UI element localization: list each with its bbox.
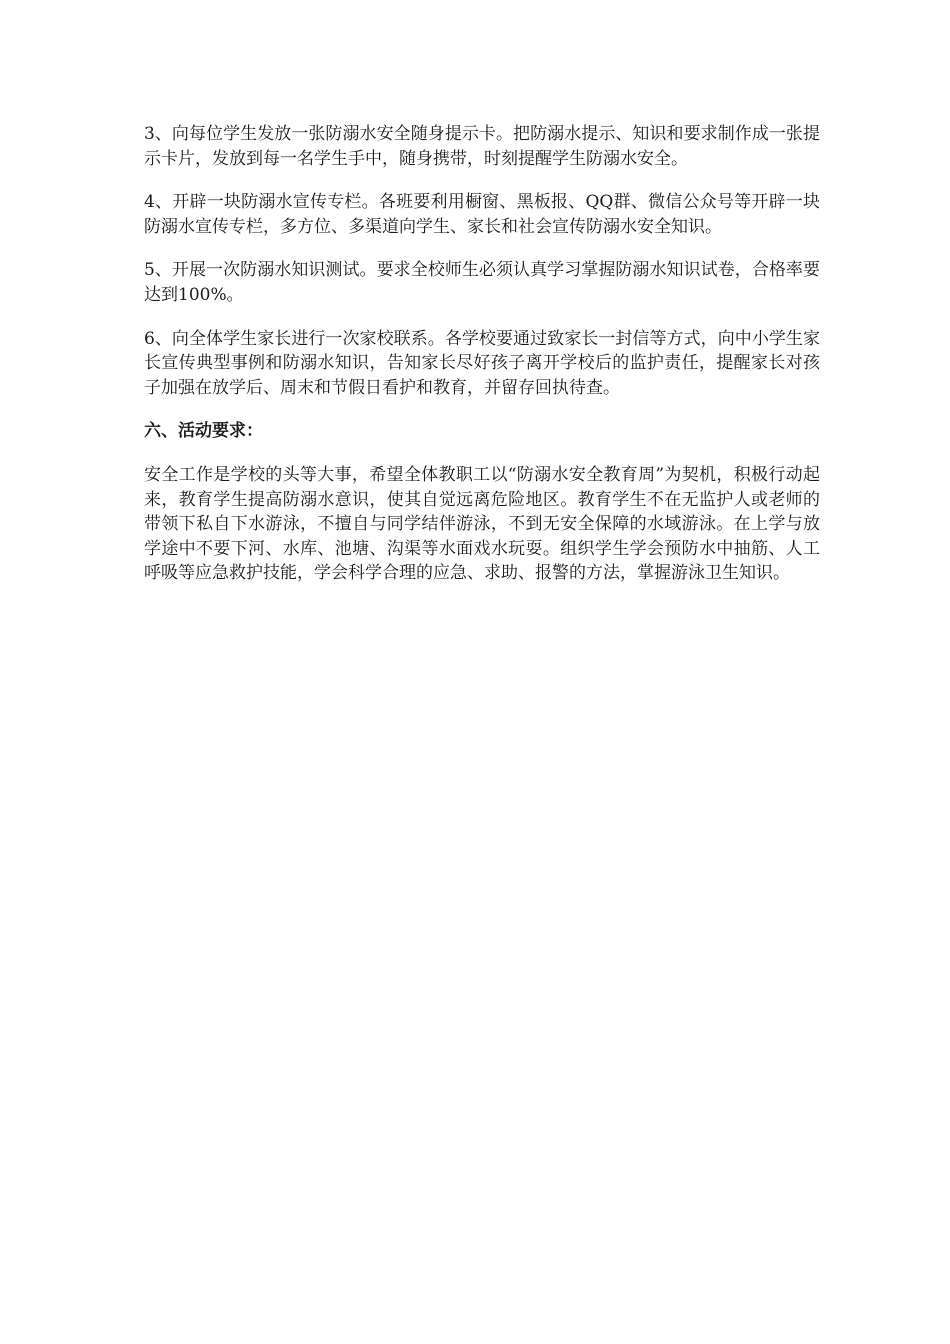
section-heading: 六、活动要求：: [144, 421, 263, 442]
document-body: [144, 122, 820, 605]
paragraph-item-4: 4、开辟一块防溺水宣传专栏。各班要利用橱窗、黑板报、QQ群、微信公众号等开辟一块防溺水宣传专栏，多方位、多渠道向学生、家长和社会宣传防溺水安全知识。: [144, 192, 820, 237]
paragraph-item-5: 5、开展一次防溺水知识测试。要求全校师生必须认真学习掌握防溺水知识试卷，合格率要达到100%。: [144, 260, 820, 305]
paragraph-item-3: 3、向每位学生发放一张防溺水安全随身提示卡。把防溺水提示、知识和要求制作成一张提示卡片，发放到每一名学生手中，随身携带，时刻提醒学生防溺水安全。: [144, 124, 820, 169]
section-body-paragraph: 安全工作是学校的头等大事，希望全体教职工以“防溺水安全教育周”为契机，积极行动起来，教育学生提高防溺水意识，使其自觉远离危险地区。教育学生不在无监护人或老师的带领下私自下水游泳，不擅自与同学结伴游泳，不到无安全保障的水域游泳。在上学与放学途中不要下河、水库、池塘、沟渠等水面戏水玩耍。组织学生学会预防水中抽筋、人工呼吸等应急救护技能，学会科学合理的应急、求助、报警的方法，掌握游泳卫生知识。: [144, 464, 820, 584]
paragraph-item-6: 6、向全体学生家长进行一次家校联系。各学校要通过致家长一封信等方式，向中小学生家长宣传典型事例和防溺水知识，告知家长尽好孩子离开学校后的监护责任，提醒家长对孩子加强在放学后、周末和节假日看护和教育，并留存回执待查。: [144, 328, 820, 398]
